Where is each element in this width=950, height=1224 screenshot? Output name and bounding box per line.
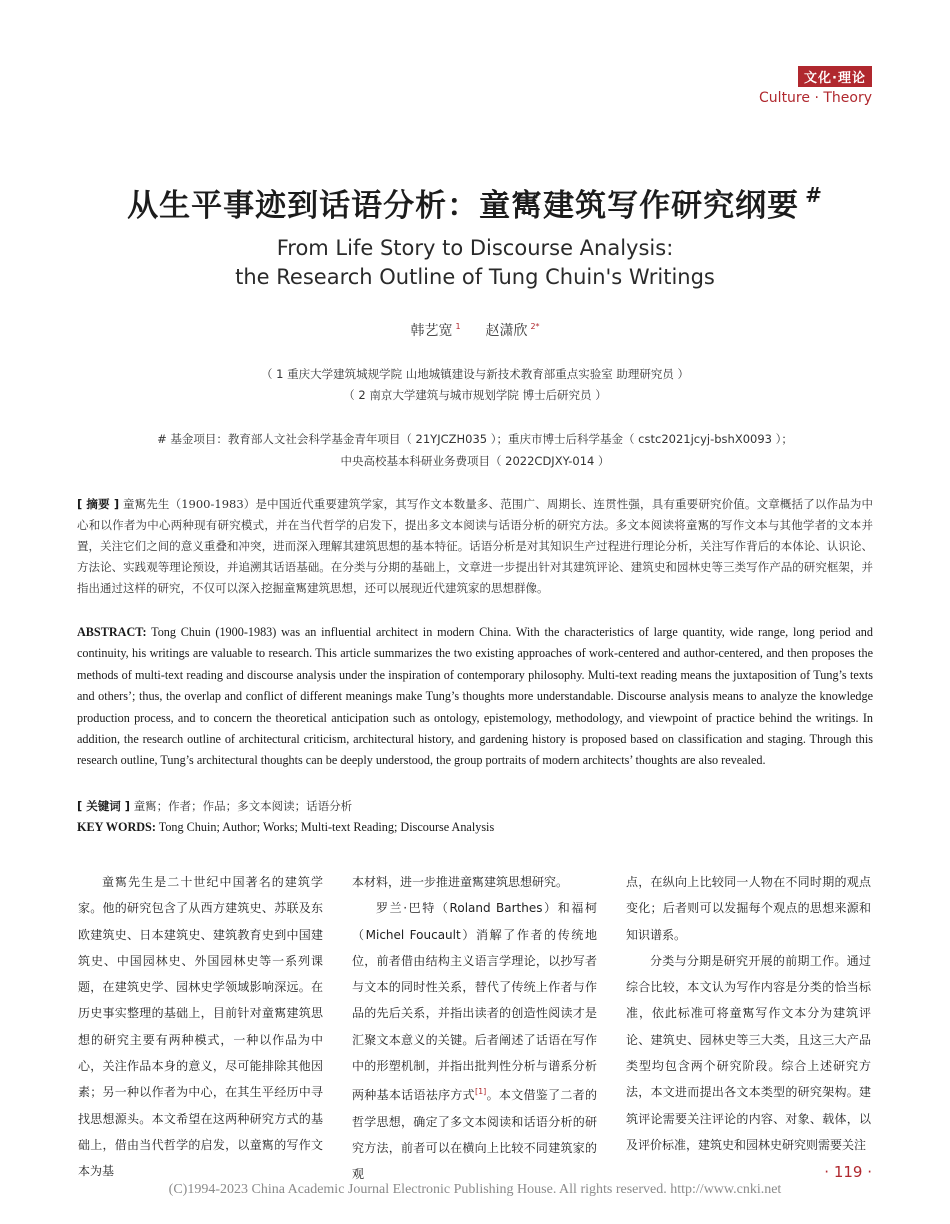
body-text: 罗兰·巴特（Roland Barthes）和福柯（Michel Foucault）消解了作者的传统地位，前者借由结构主义语言学理论，以抄写者与文本的同时性关系，替代了传统上作者与作品的先后关系，并指出读者的创造性阅读才是汇聚文本意义的关键。后者阐述了话语在写作中的形塑机制，并指出批判性分析与谱系分析两种基本话语祛序方式 [352, 901, 597, 1103]
keywords-en-text: Tong Chuin; Author; Works; Multi-text Reading; Discourse Analysis [158, 820, 495, 834]
author-affil-mark: 2* [530, 322, 540, 331]
title-fund-mark: # [805, 183, 823, 207]
abstract-cn-text: 童寯先生（1900-1983）是中国近代重要建筑学家，其写作文本数量多、范围广、周期长、连贯性强，具有重要研究价值。文章概括了以作品为中心和以作者为中心两种现有研究模式，并在当代哲学的启发下，提出多文本阅读与话语分析的研究方法。多文本阅读将童寯的写作文本与其他学者的文本并置，关注它们之间的意义重叠和冲突，进而深入理解其建筑思想的基本特征。话语分析是对其知识生产过程进行理论分析，关注写作背后的本体论、认识论、方法论、实践观等理论预设，并追溯其话语基础。在分类与分期的基础上，文章进一步提出针对其建筑评论、建筑史和园林史等三类写作产品的研究框架，并指出通过这样的研究，不仅可以深入挖掘童寯建筑思想，还可以展现近代建筑家的思想群像。 [77, 497, 873, 595]
author-affil-mark: 1 [455, 322, 461, 331]
keywords-cn [77, 796, 873, 816]
body-paragraph [352, 895, 597, 1187]
body-paragraph: 本材料，进一步推进童寯建筑思想研究。 [352, 875, 569, 889]
title-en-line1: From Life Story to Discourse Analysis: [276, 236, 674, 260]
body-column-1 [78, 869, 323, 1185]
page-number: · 119 · [824, 1163, 872, 1181]
abstract-cn [77, 494, 873, 599]
authors [0, 320, 950, 340]
body-paragraph: 童寯先生是二十世纪中国著名的建筑学家。他的研究包含了从西方建筑史、苏联及东欧建筑史、日本建筑史、建筑教育史到中国建筑史、中国园林史、外国园林史等一系列课题，在建筑史学、园林史学领域影响深远。在历史事实整理的基础上，目前针对童寯建筑思想的研究主要有两种模式，一种以作品为中心，关注作品本身的意义，尽可能排除其他因素；另一种以作者为中心，在其生平经历中寻找思想源头。本文希望在这两种研究方式的基础上，借由当代哲学的启发，以童寯的写作文本为基 [78, 875, 323, 1179]
author-name: 韩艺宽 [410, 323, 453, 339]
body-column-2 [352, 869, 597, 1188]
funding-line-2: 中央高校基本科研业务费项目（ 2022CDJXY-014 ） [340, 454, 610, 468]
body-column-3 [626, 869, 871, 1158]
abstract-en [77, 622, 873, 772]
funding-line-1: # 基金项目：教育部人文社会科学基金青年项目（ 21YJCZH035 ）；重庆市博士后科学基金（ cstc2021jcyj-bshX0093 ）； [157, 432, 793, 446]
abstract-en-label: ABSTRACT: [77, 625, 147, 639]
body-paragraph: 点，在纵向上比较同一人物在不同时期的观点变化；后者则可以发掘每个观点的思想来源和知识谱系。 [626, 875, 871, 942]
copyright-notice: (C)1994-2023 China Academic Journal Electronic Publishing House. All rights reserved. http://www.cnki.net [168, 1182, 782, 1197]
keywords-en-label: KEY WORDS: [77, 820, 156, 834]
section-label-cn: 文化·理论 [798, 66, 872, 87]
page-title-cn [0, 180, 950, 225]
title-cn-text: 从生平事迹到话语分析：童寯建筑写作研究纲要 [127, 188, 800, 224]
abstract-en-text: Tong Chuin (1900-1983) was an influential architect in modern China. With the characteristics of large quantity, wide range, long period and continuity, his writings are valuable to research. This article summarizes the two existing approaches of work-centered and author-centered, and then proposes the methods of multi-text reading and discourse analysis under the inspiration of contemporary philosophy. Multi-text reading means the juxtaposition of Tung’s texts and others’; thus, the overlap and conflict of different meanings make Tung’s thoughts more understandable. Discourse analysis means to analyze the knowledge production process, and to concern the theoretical anticipation such as ontology, epistemology, methodology, and viewpoint of practice behind the writings. In addition, the research outline of architectural criticism, architectural history, and gardening history is proposed based on classification and staging. Through this research outline, Tung’s architectural thoughts can be deeply understood, the group portraits of modern architects’ thoughts are also revealed. [77, 625, 873, 768]
abstract-cn-label: [ 摘要 ] [77, 497, 120, 511]
citation-ref[interactable]: [1] [474, 1087, 487, 1097]
affiliation-1: （ 1 重庆大学建筑城规学院 山地城镇建设与新技术教育部重点实验室 助理研究员 ） [260, 367, 690, 381]
affiliation-2: （ 2 南京大学建筑与城市规划学院 博士后研究员 ） [343, 388, 607, 402]
body-paragraph: 分类与分期是研究开展的前期工作。通过综合比较，本文认为写作内容是分类的恰当标准，依此标准可将童寯写作文本分为建筑评论、建筑史、园林史等三大类，且这三大产品类型均包含两个研究阶段。综合上述研究方法，本文进而提出各文本类型的研究架构。建筑评论需要关注评论的内容、对象、载体，以及评价标准，建筑史和园林史研究则需要关注 [626, 953, 871, 1152]
keywords-cn-label: [ 关键词 ] [77, 799, 131, 813]
title-en-line2: the Research Outline of Tung Chuin's Writings [235, 265, 715, 289]
page-title-en [0, 234, 950, 292]
section-label-en: Culture · Theory [759, 90, 872, 106]
keywords-cn-text: 童寯；作者；作品；多文本阅读；话语分析 [133, 799, 353, 813]
body-text: 。本文借鉴了二者的哲学思想，确定了多文本阅读和话语分析的研究方法，前者可以在横向上比较不同建筑家的观 [352, 1088, 597, 1182]
author-name: 赵潇欣 [485, 323, 528, 339]
section-tag [759, 66, 872, 106]
keywords-en [77, 817, 873, 837]
